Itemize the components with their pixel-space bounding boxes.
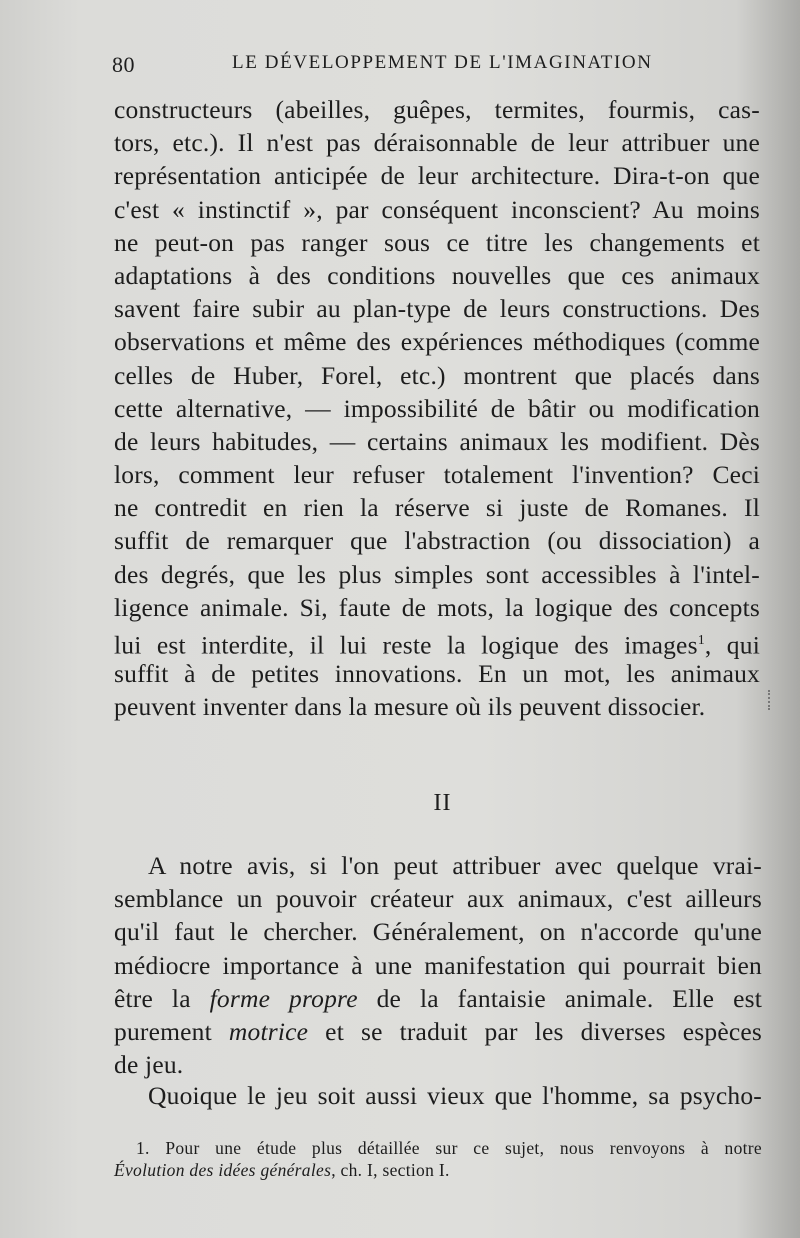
text-line: suffit à de petites innovations. En un mot, les animaux — [114, 659, 760, 689]
paragraph-3 — [114, 1079, 762, 1112]
text-line — [114, 982, 762, 1015]
text-line: ne peut-on pas ranger sous ce titre les changements et — [114, 227, 760, 257]
page-number: 80 — [112, 52, 135, 77]
text-line: lors, comment leur refuser totalement l'invention? Ceci — [114, 460, 760, 490]
margin-mark — [765, 690, 770, 710]
text-line: des degrés, que les plus simples sont accessibles à l'intel- — [114, 559, 760, 589]
text-segment: et se traduit par les diverses espèces — [308, 1016, 762, 1046]
italic-phrase: forme propre — [209, 983, 358, 1013]
text-line: médiocre importance à une manifestation qui pourrait bien — [114, 950, 762, 980]
text-line — [114, 1015, 762, 1048]
text-line: adaptations à des conditions nouvelles que ces animaux — [114, 260, 760, 290]
text-line: ligence animale. Si, faute de mots, la logique des concepts — [114, 592, 760, 622]
text-segment: , qui — [704, 630, 760, 660]
text-line: suffit de remarquer que l'abstraction (ou dissociation) a — [114, 526, 760, 556]
footnote-title: Évolution des idées générales — [114, 1160, 332, 1180]
text-line: qu'il faut le chercher. Généralement, on n'accorde qu'une — [114, 917, 762, 947]
text-line-with-footnote-ref — [114, 624, 760, 660]
page-header — [112, 52, 760, 82]
paragraph-1 — [114, 93, 760, 724]
footnote-line — [114, 1159, 762, 1181]
text-line: de jeu. — [114, 1050, 184, 1080]
text-line: celles de Huber, Forel, etc.) montrent que placés dans — [114, 360, 760, 390]
text-line: c'est « instinctif », par conséquent inconscient? Au moins — [114, 194, 760, 224]
text-line: Quoique le jeu soit aussi vieux que l'homme, sa psycho- — [148, 1081, 762, 1110]
running-head: LE DÉVELOPPEMENT DE L'IMAGINATION — [232, 52, 653, 73]
text-line: observations et même des expériences méthodiques (comme — [114, 327, 760, 357]
text-segment: de la fantaisie animale. Elle est — [357, 983, 762, 1013]
footnote-line: 1. Pour une étude plus détaillée sur ce sujet, nous renvoyons à notre — [136, 1138, 762, 1158]
text-segment: purement — [114, 1016, 229, 1046]
text-line: cette alternative, — impossibilité de bâtir ou modification — [114, 393, 760, 423]
text-segment: être la — [114, 983, 210, 1013]
text-line: ne contredit en rien la réserve si juste de Romanes. Il — [114, 493, 760, 523]
text-line: constructeurs (abeilles, guêpes, termites, fourmis, cas- — [114, 95, 760, 124]
text-segment: , ch. I, section I. — [331, 1160, 450, 1180]
text-line: représentation anticipée de leur architecture. Dira-t-on que — [114, 161, 760, 191]
text-segment: lui est interdite, il lui reste la logique des images — [114, 630, 698, 660]
text-line: semblance un pouvoir créateur aux animaux, c'est ailleurs — [114, 884, 762, 914]
text-line: A notre avis, si l'on peut attribuer avec quelque vrai- — [148, 851, 762, 880]
footnote-reference: 1 — [697, 633, 705, 648]
paragraph-2 — [114, 849, 762, 1081]
text-line: peuvent inventer dans la mesure où ils peuvent dissocier. — [114, 692, 706, 722]
text-line: tors, etc.). Il n'est pas déraisonnable de leur attribuer une — [114, 128, 760, 158]
footnote — [114, 1137, 762, 1181]
text-line: savent faire subir au plan-type de leurs constructions. Des — [114, 294, 760, 324]
text-line: de leurs habitudes, — certains animaux les modifient. Dès — [114, 426, 760, 456]
section-heading: II — [433, 790, 452, 816]
italic-phrase: motrice — [228, 1016, 309, 1046]
